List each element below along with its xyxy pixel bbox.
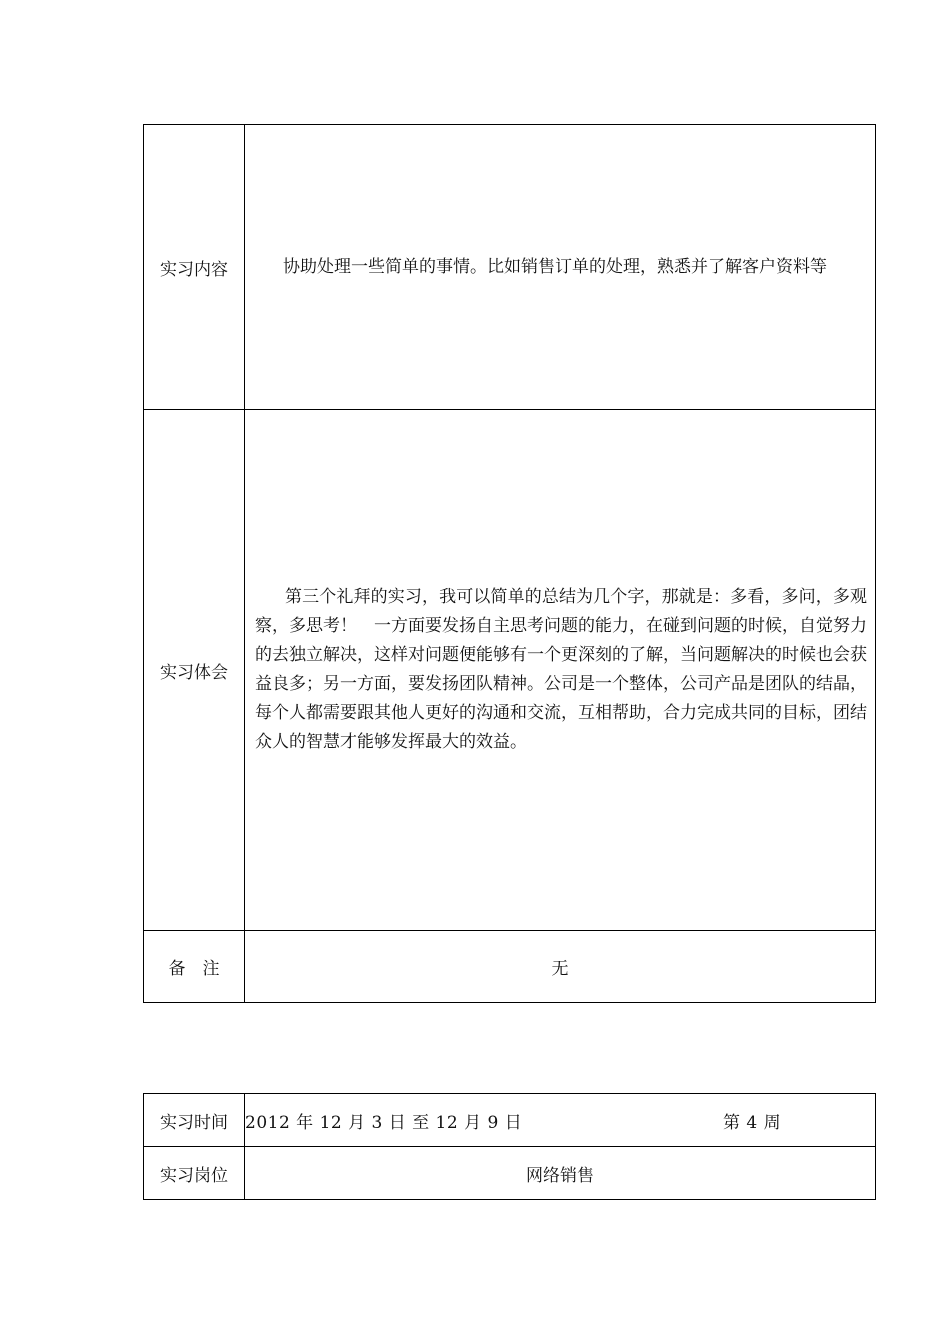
time-label: 实习时间	[144, 1094, 245, 1147]
content-text: 协助处理一些简单的事情。比如销售订单的处理，熟悉并了解客户资料等	[283, 257, 827, 277]
remark-row	[144, 931, 876, 1003]
week-number: 第 4 周	[723, 1112, 782, 1133]
experience-row	[144, 410, 876, 931]
experience-cell	[245, 410, 876, 931]
position-value: 网络销售	[245, 1147, 876, 1200]
internship-log-table	[143, 124, 876, 1003]
content-cell	[245, 125, 876, 410]
position-row	[144, 1147, 876, 1200]
experience-text: 第三个礼拜的实习，我可以简单的总结为几个字，那就是：多看，多问，多观察，多思考！ 一方面要发扬自主思考问题的能力，在碰到问题的时候，自觉努力的去独立解决，这样对问题便能够有一个更深刻的了解，当问题解决的时候也会获益良多；另一方面，要发扬团队精神。公司是一个整体，公司产品是团队的结晶，每个人都需要跟其他人更好的沟通和交流，互相帮助，合力完成共同的目标，团结众人的智慧才能够发挥最大的效益。	[255, 587, 867, 752]
time-range: 2012 年 12 月 3 日 至 12 月 9 日	[245, 1112, 523, 1133]
content-row	[144, 125, 876, 410]
content-label: 实习内容	[144, 125, 245, 410]
position-label: 实习岗位	[144, 1147, 245, 1200]
remark-value: 无	[245, 931, 876, 1003]
time-cell	[245, 1094, 876, 1147]
experience-label: 实习体会	[144, 410, 245, 931]
time-row	[144, 1094, 876, 1147]
remark-label: 备 注	[144, 931, 245, 1003]
internship-info-table	[143, 1093, 876, 1200]
